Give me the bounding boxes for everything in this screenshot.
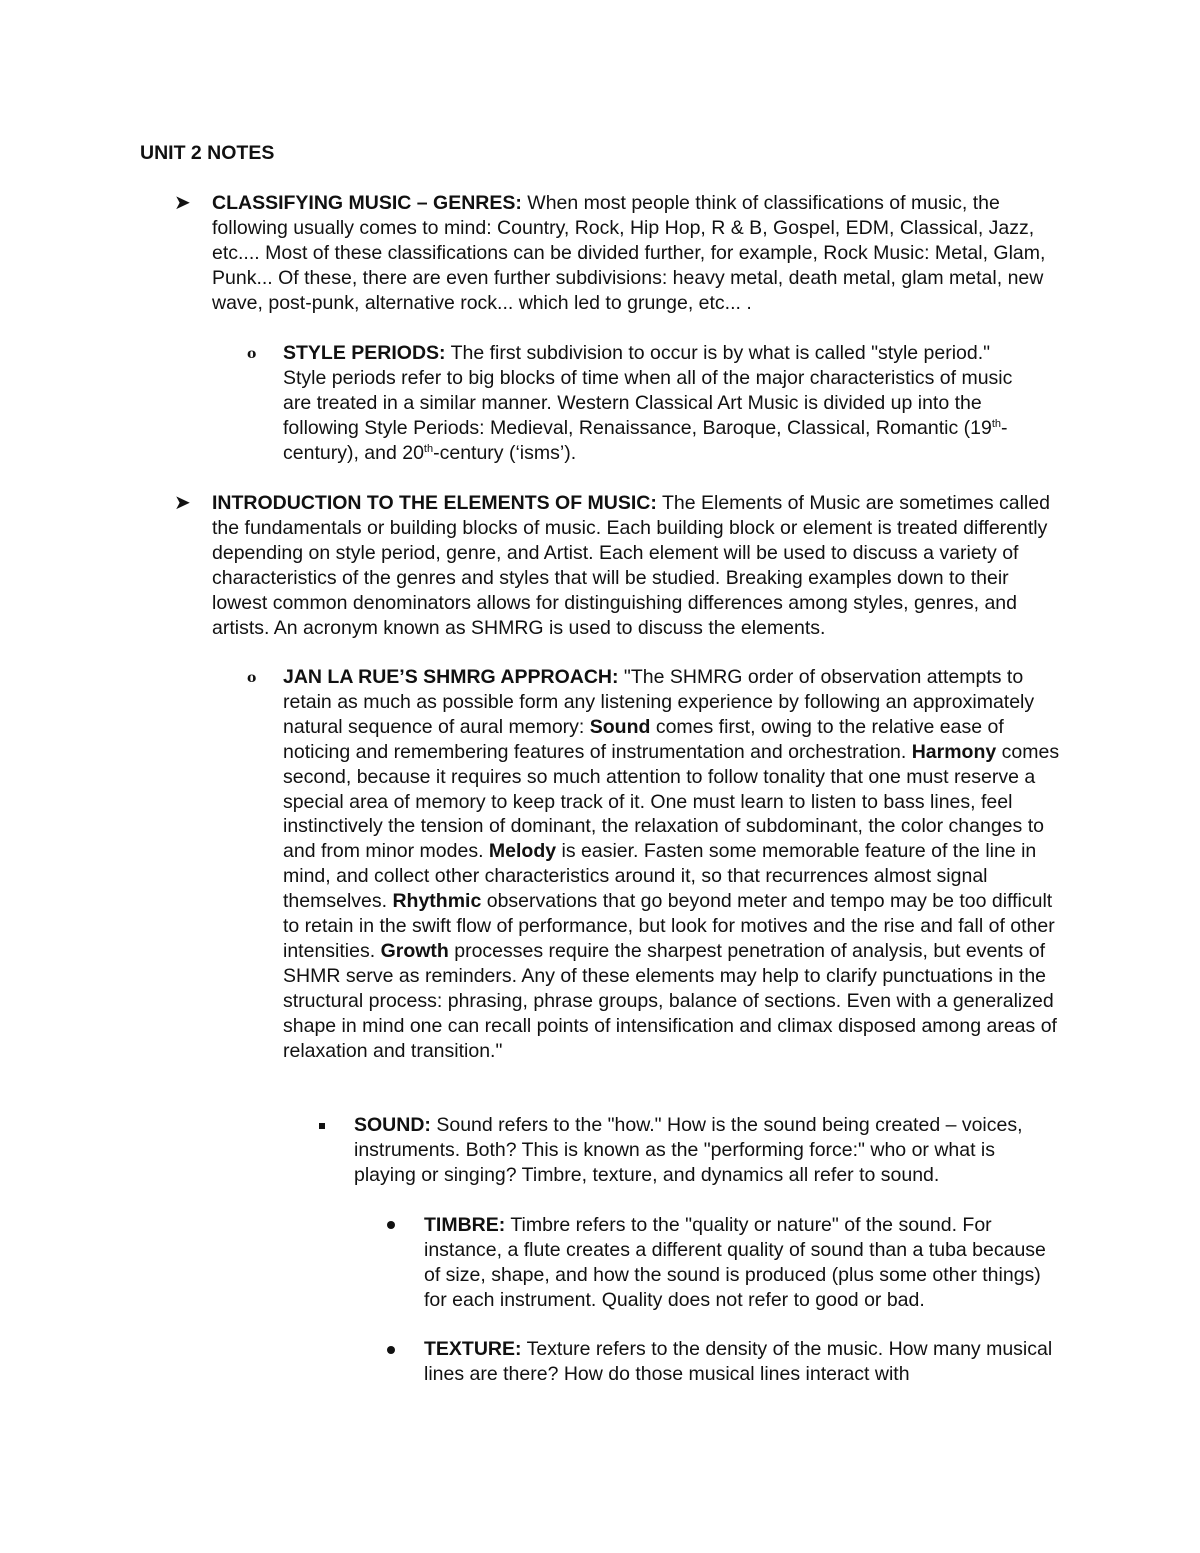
style-periods-body: The first subdivision to occur is by what is called "style period." Style periods refer to big blocks of time when all of the major characteristics of music are treated in a similar manner. Western Classical Art Music is divided up into the following Style Periods: Medieval, Renaissance, Baroque, Classical, Romantic (19 — [283, 342, 1013, 439]
sound-paragraph — [354, 1113, 1044, 1188]
genres-paragraph — [212, 191, 1062, 316]
arrow-bullet-icon: ➤ — [174, 192, 191, 214]
shmrg-text: is easier. Fasten some memorable feature of the line in mind, and collect other characteristics around it, so that recurrences almost signal themselves. — [283, 840, 1037, 913]
square-bullet-icon — [319, 1123, 325, 1129]
keyword-sound: Sound — [589, 715, 651, 738]
keyword-growth: Growth — [380, 939, 449, 962]
circle-bullet-icon: o — [247, 670, 257, 686]
sound-body: Sound refers to the "how." How is the sound being created – voices, instruments. Both? This is known as the "performing force:" who or what is playing or singing? Timbre, texture, and dynamics all refer to sound. — [354, 1114, 1023, 1186]
texture-paragraph — [424, 1337, 1064, 1387]
elements-paragraph — [212, 491, 1062, 640]
document-title: UNIT 2 NOTES — [140, 142, 275, 164]
keyword-rhythmic: Rhythmic — [392, 890, 482, 913]
superscript-th: th — [991, 417, 1002, 430]
genres-heading: CLASSIFYING MUSIC – GENRES: — [212, 192, 522, 214]
style-periods-body-2: -century), and 20 — [283, 416, 1008, 464]
style-periods-body-3: -century (‘isms’). — [433, 441, 577, 464]
shmrg-text: comes second, because it requires so much attention to follow tonality that one must reserve a special area of memory to keep track of it. One must learn to listen to bass lines, feel instinctively the tension of dominant, the relaxation of subdominant, the color changes to and from minor modes. — [283, 740, 1060, 863]
shmrg-text: "The SHMRG order of observation attempts to retain as much as possible form any listening experience by following an approximately natural sequence of aural memory: — [283, 666, 1035, 738]
elements-heading: INTRODUCTION TO THE ELEMENTS OF MUSIC: — [212, 492, 657, 514]
shmrg-paragraph — [283, 665, 1065, 1064]
timbre-heading: TIMBRE: — [424, 1214, 506, 1236]
texture-body: Texture refers to the density of the music. How many musical lines are there? How do those musical lines interact with — [424, 1338, 1053, 1385]
keyword-melody: Melody — [488, 840, 557, 863]
timbre-paragraph — [424, 1213, 1064, 1313]
shmrg-text: comes first, owing to the relative ease of noticing and remembering features of instrumentation and orchestration. — [283, 715, 1004, 763]
keyword-harmony: Harmony — [911, 740, 997, 763]
genres-body: When most people think of classifications of music, the following usually comes to mind: Country, Rock, Hip Hop, R & B, Gospel, EDM, Classical, Jazz, etc.... Most of these classifications can be divided further, for example, Rock Music: Metal, Glam, Punk... Of these, there are even further subdivisions: heavy metal, death metal, glam metal, new wave, post-punk, alternative rock... which led to grunge, etc... . — [212, 192, 1046, 314]
elements-body: The Elements of Music are sometimes called the fundamentals or building blocks of music. Each building block or element is treated differently depending on style period, genre, and Artist. Each element will be used to discuss a variety of characteristics of the genres and styles that will be studied. Breaking examples down to their lowest common denominators allows for distinguishing differences among styles, genres, and artists. An acronym known as SHMRG is used to discuss the elements. — [212, 492, 1050, 639]
shmrg-heading: JAN LA RUE’S SHMRG APPROACH: — [283, 666, 619, 688]
dot-bullet-icon — [387, 1346, 395, 1354]
shmrg-text: processes require the sharpest penetration of analysis, but events of SHMR serve as reminders. Any of these elements may help to clarify punctuations in the structural process: phrasing, phrase groups, balance of sections. Even with a generalized shape in mind one can recall points of intensification and climax disposed among areas of relaxation and transition." — [283, 939, 1057, 1062]
arrow-bullet-icon: ➤ — [174, 492, 191, 514]
style-periods-heading: STYLE PERIODS: — [283, 342, 446, 364]
dot-bullet-icon — [387, 1221, 395, 1229]
timbre-body: Timbre refers to the "quality or nature" of the sound. For instance, a flute creates a different quality of sound than a tuba because of size, shape, and how the sound is produced (plus some other things) for each instrument. Quality does not refer to good or bad. — [424, 1214, 1046, 1311]
superscript-th: th — [423, 442, 434, 455]
circle-bullet-icon: o — [247, 346, 257, 362]
style-periods-paragraph — [283, 341, 1013, 466]
sound-heading: SOUND: — [354, 1114, 431, 1136]
texture-heading: TEXTURE: — [424, 1338, 522, 1360]
shmrg-text: observations that go beyond meter and tempo may be too difficult to retain in the swift flow of performance, but look for motives and the rise and fall of other intensities. — [283, 890, 1055, 962]
